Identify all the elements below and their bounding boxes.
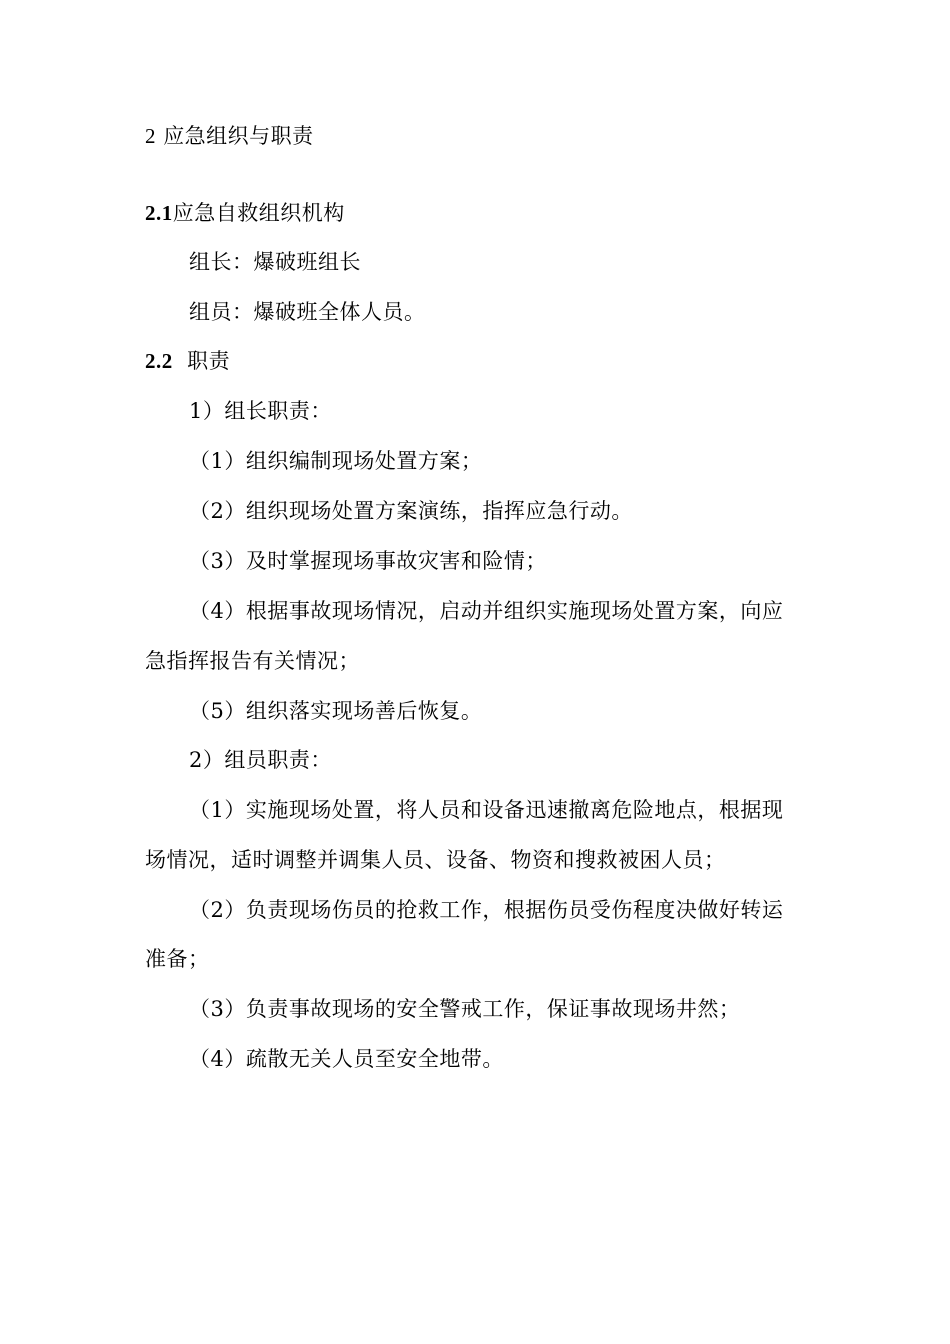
leader-duty-2: （2）组织现场处置方案演练，指挥应急行动。: [189, 499, 633, 523]
member-duty-2: （2）负责现场伤员的抢救工作，根据伤员受伤程度决做好转运: [189, 898, 784, 922]
member-duty-2-cont: 准备；: [145, 947, 210, 971]
member-duty-1: （1）实施现场处置，将人员和设备迅速撤离危险地点，根据现: [189, 798, 784, 822]
chapter-number: 2: [145, 124, 156, 148]
group-leader-line: 组长：爆破班组长: [189, 250, 361, 274]
chapter-heading: [145, 122, 314, 150]
leader-duty-3: （3）及时掌握现场事故灾害和险情；: [189, 549, 547, 573]
member-duties-heading: 2）组员职责：: [189, 748, 332, 772]
section-2-2-title: 职责: [187, 349, 231, 373]
member-duty-1-cont: 场情况，适时调整并调集人员、设备、物资和搜救被困人员；: [145, 848, 726, 872]
chapter-title: 应急组织与职责: [163, 124, 314, 148]
member-duty-4: （4）疏散无关人员至安全地带。: [189, 1047, 504, 1071]
leader-duty-4: （4）根据事故现场情况，启动并组织实施现场处置方案，向应: [189, 599, 784, 623]
section-2-1-number: 2.1: [145, 201, 173, 225]
leader-duties-heading: 1）组长职责：: [189, 399, 332, 423]
leader-duty-1: （1）组织编制现场处置方案；: [189, 449, 483, 473]
leader-duty-4-cont: 急指挥报告有关情况；: [145, 649, 360, 673]
member-duty-3: （3）负责事故现场的安全警戒工作，保证事故现场井然；: [189, 997, 741, 1021]
leader-duty-5: （5）组织落实现场善后恢复。: [189, 699, 483, 723]
section-2-2-heading: [145, 347, 230, 375]
section-2-1-title: 应急自救组织机构: [172, 201, 345, 225]
section-2-1-heading: [145, 199, 345, 227]
group-member-line: 组员：爆破班全体人员。: [189, 300, 426, 324]
section-2-2-number: 2.2: [145, 349, 173, 373]
